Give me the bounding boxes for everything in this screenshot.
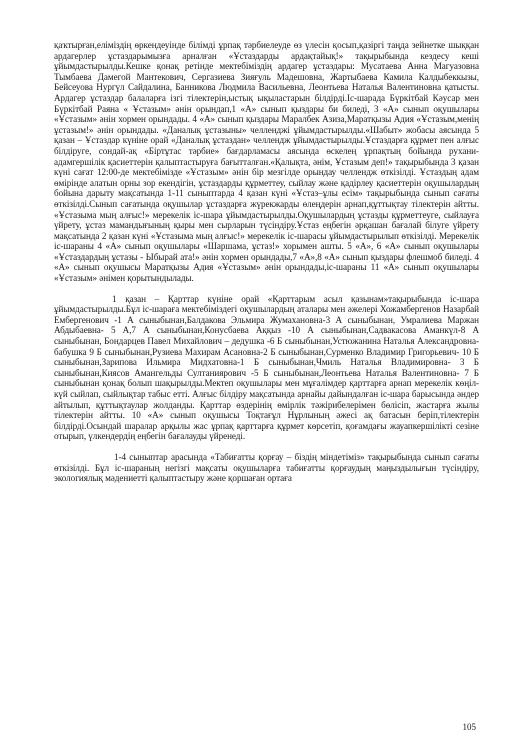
paragraph-nature-protection: 1-4 сыныптар арасында «Табиғатты қорғау – біздің міндетіміз» тақырыбында сынып сағаты өткізілді. Бұл іс-шараның негізгі мақсаты оқушыларға табиғатты қорғаудың маңыздылығын түсіндіру, экологиялық мәдениетті қалыптастыру және қоршаған ортаға (54, 451, 479, 484)
paragraph-teachers-day: қаҡтырған,еліміздің өркендеуінде білімді ұрпақ тәрбиелеуде өз үлесін қосып,қазіргі таңда зейнетке шыққан ардагерлер ұстаздарымызға арналған «Ұстаздарды ардақтайық!» тақырыбында кездесу кеші ұйымдастырылды.Кешке қонақ ретінде мектебіміздің ардагер ұстаздары: Мусатаева Анна Магуазовна Тымбаева Дамегой Мантекович, Сергазиева Зияғуль Мадешовна, Жартыбаева Камила Калдыбеккызы, Бейсеуова Нургүл Сайдалина, Банникова Людмила Васильевна, Леонтьева Наталья Валентиновна қатысты. Ардагер ұстаздар балаларға ізгі тілектерін,ыстық ықыластарын білдірді.Іс-шарада Бүркітбай Кәусар мен Бүркітбай Раяна « Ұстазым» әнін орындап,1 «А» сынып қыздары би биледі, 3 «А» сынып оқушылары «Ұстазым» әнін хормен орындады. 4 «А» сынып қыздары Маралбек Азиза,Маратқызы Адия «Ұстазым,менің ұстазым!» әнін орындады. «Даналық ұстазыны» челленджі ұйымдастырылды.«Шабыт» жобасы аясында 5 қазан – Ұстаздар күніне орай «Даналық ұстаздан» челлендж ұйымдастырылды.Ұстаздарға құрмет пен алғыс білдіруге, сондай-ақ «Біртұтас тәрбие» бағдарламасы аясында өскелең ұрпақтың бойында рухани-адамгершілік қасиеттерін қалыптастыруға бағытталған.«Қалықта, әнім, Ұстазым деп!» тақырыбында 3 қазан күні сағат 12:00-де мектебімізде «Ұстазым» әнін бір мезгілде орындау челлендж өткізілді. Ұстаздың адам өмірінде алатын орны зор екендігін, ұстаздарды құрметтеу, сыйлау және қадірлеу қасиеттерін оқушылардың бойына дарыту мақсатында 1-11 сыныптарда 4 қазан күні «Ұстаз–ұлы есім» тақырыбында сынып сағаты өткізілді.Сынып сағатында оқушылар ұстаздарға жүрекжарды өлеңдерін арнап,құттықтау тілектерін айтты. «Ұстазыма мың алғыс!» мерекелік іс-шара ұйымдастырылды.Оқушылардың ұстазды құрметтеуге, сыйлауға үйрету, ұстаз мамандығының қыры мен сырларын түсіндіру.Ұстаз еңбегін әрқашан бағалай білуге үйрету мақсатында 2 қазан күні «Ұстазыма мың алғыс!» мерекелік іс-шарасы ұйымдастырылып өткізілді. Мерекелік іс-шараны 4 «А» сынып оқушылары «Шаршама, ұстаз!» хорымен ашты. 5 «А», 6 «А» сынып оқушылары «Ұстаздардың ұстазы - Ыбырай ата!» әнін хормен орындады,7 «А»,8 «А» сынып қыздары флешмоб биледі. 4 «А» сынып оқушысы Маратқызы Адия «Ұстазым» әнін орындады,іс-шараны 11 «А» сынып оқушылары «Ұстазым» әнімен қорытындылады. (54, 40, 479, 284)
paragraph-elders-day: 1 қазан – Қарттар күніне орай «Қарттарым асыл қазынам»тақырыбында іс-шара ұйымдастырылды.Бұл іс-шараға мектебіміздегі оқушылардың аталары мен әжелері Хожамбергенов Назарбай Ембергенович -1 А сыныбынан,Балдакова Эльмира Жумахановна-3 А сыныбынан, Умралиева Маржан Абдыбаевна- 5 А,7 А сыныбынан,Конусбаева Аққыз -10 А сыныбынан,Садвакасова Аманкүл-8 А сыныбынан, Бондарцев Павел Михайлович – дедушка -6 Б сыныбынан,Устюжанина Наталья Александровна- бабушка 9 Б сыныбынан,Рузиева Махирам Асановна-2 Б сыныбынан,Сурменко Владимир Григорьевич- 10 Б сыныбынан,Зарипова Ильмира Мидхатовна-1 Б сыныбынан,Чмиль Наталья Владимировна- 3 Б сыныбынан,Киясов Амангельды Султаниярович -5 Б сыныбынан,Леонтьева Наталья Валентиновна- 7 Б сыныбынан қонақ болып шақырылды.Мектеп оқушылары мен мұғалімдер қарттарға арнап мерекелік көңіл-күй сыйлап, сыйлықтар табыс етті. Алғыс білдіру мақсатында арнайы дайындалған іс-шара барысында әндер айтылып, құттықтаулар жолданды. Қарттар өздерінің өмірлік тәжірибелерімен бөлісіп, жастарға жылы тілектерін айтты. 10 «А» сынып оқушысы Тоқтағұл Нұрлының әжесі ақ батасын беріп,тілектерін білдірді.Осындай шаралар арқылы жас ұрпақ қарттарға құрмет көрсетіп, қоғамдағы жауапкершілікті сезіне отырып, үлкендердің еңбегін бағалауды үйренеді. (54, 293, 479, 442)
page-number: 105 (462, 722, 476, 732)
